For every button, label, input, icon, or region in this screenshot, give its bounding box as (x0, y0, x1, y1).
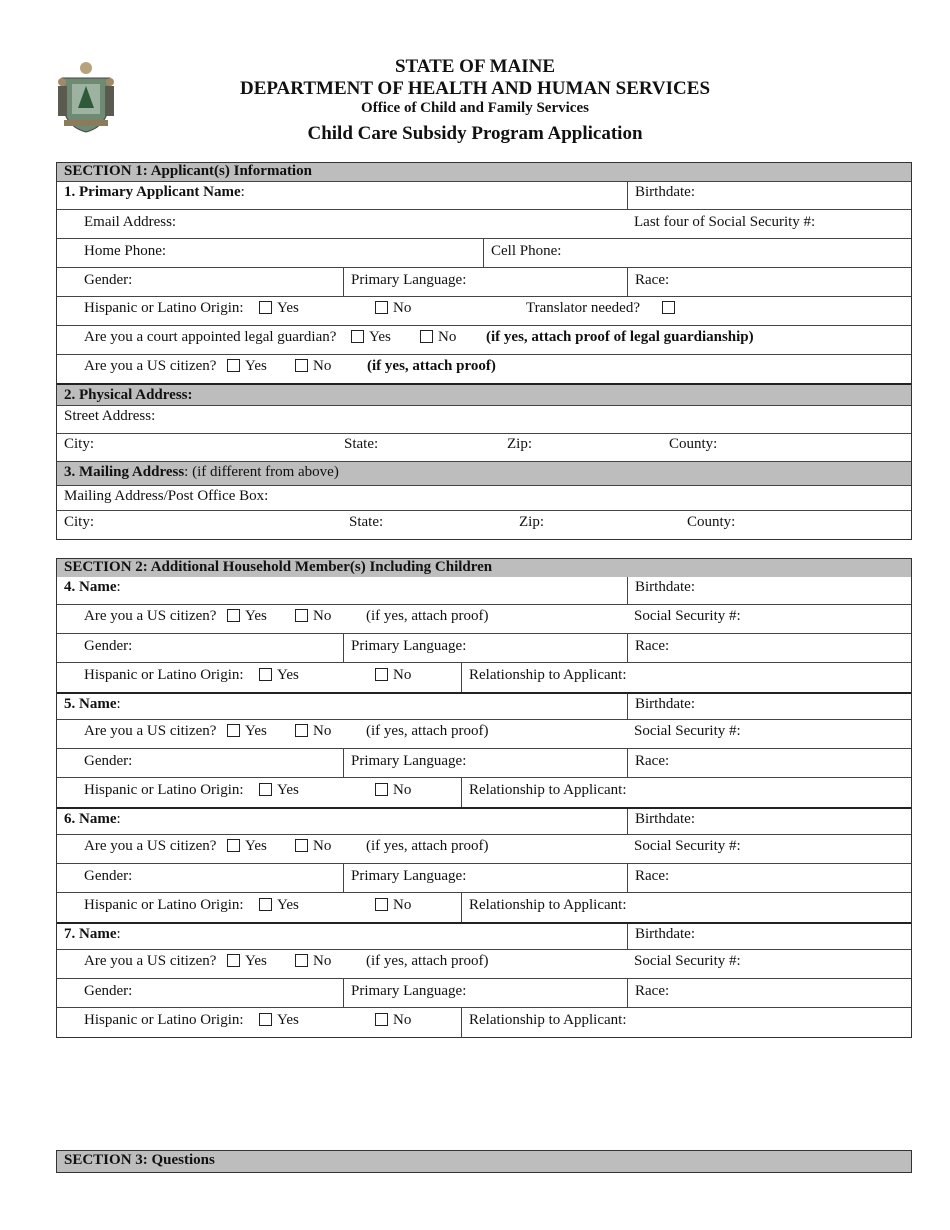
household-members (57, 577, 911, 1037)
mailing-state-field[interactable]: State: (349, 514, 384, 530)
member-name-field[interactable]: 7. Name: (64, 926, 121, 942)
member-name-field[interactable]: 4. Name: (64, 579, 121, 595)
physical-city-field[interactable]: City: (64, 436, 95, 452)
member-birthdate-field[interactable]: Birthdate: (627, 924, 911, 949)
hispanic-yes-option[interactable]: Yes (259, 300, 299, 317)
member-hispanic-yes-option[interactable]: Yes (259, 897, 299, 914)
applicant-gender-field[interactable]: Gender: (84, 272, 133, 288)
section1-header (57, 163, 911, 181)
member-language-field[interactable]: Primary Language: (343, 634, 627, 662)
state-name: STATE OF MAINE (394, 56, 556, 77)
member-name-field[interactable]: 5. Name: (64, 696, 121, 712)
member-relationship-field[interactable]: Relationship to Applicant: (461, 663, 911, 692)
guardian-yes-option[interactable]: Yes (351, 329, 391, 346)
member-citizen-question: Are you a US citizen? (84, 608, 217, 624)
section2-header (57, 559, 911, 577)
guardian-no-option[interactable]: No (420, 329, 456, 346)
checkbox[interactable] (259, 301, 272, 314)
cell-phone-field[interactable]: Cell Phone: (483, 239, 911, 267)
member-ssn-field[interactable]: Social Security #: (634, 608, 741, 624)
member-hispanic-no-option[interactable]: No (375, 667, 411, 684)
mailing-address-title: 3. Mailing Address: (if different from above) (64, 464, 339, 480)
mailing-address-header (57, 461, 911, 485)
section1-title: SECTION 1: Applicant(s) Information (64, 163, 312, 179)
section2-title: SECTION 2: Additional Household Member(s) Including Children (64, 559, 493, 575)
member-gender-field[interactable]: Gender: (84, 753, 133, 769)
member-block (57, 577, 911, 692)
us-citizen-question: Are you a US citizen? (84, 358, 217, 374)
member-citizen-question: Are you a US citizen? (84, 723, 217, 739)
member-relationship-field[interactable]: Relationship to Applicant: (461, 778, 911, 807)
citizen-yes-option[interactable]: Yes (227, 358, 267, 375)
member-hispanic-label: Hispanic or Latino Origin: (84, 897, 244, 913)
member-hispanic-label: Hispanic or Latino Origin: (84, 1012, 244, 1028)
member-ssn-field[interactable]: Social Security #: (634, 723, 741, 739)
member-gender-field[interactable]: Gender: (84, 983, 133, 999)
section3-header (56, 1150, 912, 1173)
member-hispanic-yes-option[interactable]: Yes (259, 1012, 299, 1029)
member-citizen-yes-option[interactable]: Yes (227, 838, 267, 855)
mailing-city-field[interactable]: City: (64, 514, 95, 530)
citizen-no-option[interactable]: No (295, 358, 331, 375)
member-gender-field[interactable]: Gender: (84, 868, 133, 884)
member-block (57, 807, 911, 922)
member-language-field[interactable]: Primary Language: (343, 749, 627, 777)
member-birthdate-field[interactable]: Birthdate: (627, 809, 911, 834)
member-citizen-no-option[interactable]: No (295, 953, 331, 970)
guardian-question: Are you a court appointed legal guardian? (84, 329, 337, 345)
translator-label: Translator needed? (526, 300, 640, 316)
member-hispanic-no-option[interactable]: No (375, 897, 411, 914)
member-citizen-no-option[interactable]: No (295, 608, 331, 625)
primary-applicant-name-field[interactable]: 1. Primary Applicant Name: (64, 184, 245, 200)
member-ssn-field[interactable]: Social Security #: (634, 953, 741, 969)
section2-table (56, 558, 912, 1038)
home-phone-field[interactable]: Home Phone: (84, 243, 167, 259)
guardian-note: (if yes, attach proof of legal guardianship) (486, 329, 754, 345)
member-citizen-no-option[interactable]: No (295, 838, 331, 855)
member-citizen-yes-option[interactable]: Yes (227, 953, 267, 970)
physical-address-title: 2. Physical Address: (64, 387, 193, 403)
email-field[interactable]: Email Address: (84, 214, 177, 230)
member-race-field[interactable]: Race: (627, 749, 911, 777)
applicant-birthdate-field[interactable]: Birthdate: (627, 182, 911, 209)
physical-address-header (57, 383, 911, 405)
member-relationship-field[interactable]: Relationship to Applicant: (461, 893, 911, 922)
physical-zip-field[interactable]: Zip: (507, 436, 532, 452)
applicant-language-field[interactable]: Primary Language: (343, 268, 627, 296)
form-title: Child Care Subsidy Program Application (307, 123, 643, 144)
street-address-field[interactable]: Street Address: (64, 408, 156, 424)
member-block (57, 692, 911, 807)
member-proof-note: (if yes, attach proof) (366, 608, 489, 624)
member-birthdate-field[interactable]: Birthdate: (627, 577, 911, 604)
member-proof-note: (if yes, attach proof) (366, 953, 489, 969)
mailing-zip-field[interactable]: Zip: (519, 514, 544, 530)
mailing-box-field[interactable]: Mailing Address/Post Office Box: (64, 488, 269, 504)
member-hispanic-label: Hispanic or Latino Origin: (84, 667, 244, 683)
member-gender-field[interactable]: Gender: (84, 638, 133, 654)
member-citizen-yes-option[interactable]: Yes (227, 723, 267, 740)
member-relationship-field[interactable]: Relationship to Applicant: (461, 1008, 911, 1037)
member-hispanic-yes-option[interactable]: Yes (259, 782, 299, 799)
member-hispanic-label: Hispanic or Latino Origin: (84, 782, 244, 798)
member-language-field[interactable]: Primary Language: (343, 864, 627, 892)
physical-county-field[interactable]: County: (669, 436, 718, 452)
member-hispanic-no-option[interactable]: No (375, 1012, 411, 1029)
member-race-field[interactable]: Race: (627, 979, 911, 1007)
member-block (57, 922, 911, 1037)
citizen-proof-note: (if yes, attach proof) (367, 358, 496, 374)
translator-checkbox[interactable] (662, 300, 680, 317)
member-proof-note: (if yes, attach proof) (366, 723, 489, 739)
member-citizen-yes-option[interactable]: Yes (227, 608, 267, 625)
hispanic-no-option[interactable]: No (375, 300, 411, 317)
member-race-field[interactable]: Race: (627, 634, 911, 662)
member-language-field[interactable]: Primary Language: (343, 979, 627, 1007)
member-hispanic-yes-option[interactable]: Yes (259, 667, 299, 684)
member-proof-note: (if yes, attach proof) (366, 838, 489, 854)
member-citizen-question: Are you a US citizen? (84, 838, 217, 854)
member-citizen-question: Are you a US citizen? (84, 953, 217, 969)
section3-title: SECTION 3: Questions (64, 1152, 215, 1168)
member-name-field[interactable]: 6. Name: (64, 811, 121, 827)
hispanic-label: Hispanic or Latino Origin: (84, 300, 244, 316)
last-four-ssn-field[interactable]: Last four of Social Security #: (634, 214, 816, 230)
member-citizen-no-option[interactable]: No (295, 723, 331, 740)
section1-table (56, 162, 912, 540)
member-ssn-field[interactable]: Social Security #: (634, 838, 741, 854)
applicant-race-field[interactable]: Race: (627, 268, 911, 296)
member-hispanic-no-option[interactable]: No (375, 782, 411, 799)
mailing-county-field[interactable]: County: (687, 514, 736, 530)
checkbox[interactable] (375, 301, 388, 314)
department-name: DEPARTMENT OF HEALTH AND HUMAN SERVICES (239, 78, 711, 99)
member-birthdate-field[interactable]: Birthdate: (627, 694, 911, 719)
member-race-field[interactable]: Race: (627, 864, 911, 892)
physical-state-field[interactable]: State: (344, 436, 379, 452)
office-name: Office of Child and Family Services (361, 100, 589, 116)
